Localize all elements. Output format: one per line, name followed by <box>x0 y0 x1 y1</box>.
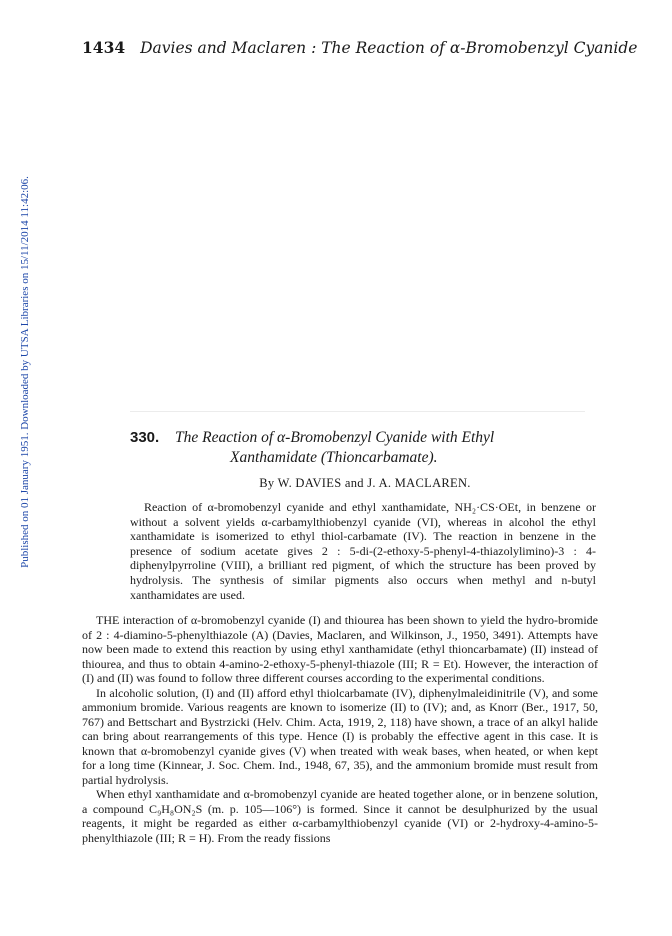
article-number: 330. <box>130 429 160 446</box>
article-abstract <box>130 500 596 602</box>
download-notice-sidebar <box>0 0 31 620</box>
body-paragraph-2: In alcoholic solution, (I) and (II) afford ethyl thiolcarbamate (IV), diphenylmaleidinitrile (V), and some ammonium bromide. Various reagents are known to isomerize (II) to (IV); and, as Knorr (Ber., 1917, 50, 767) and Bettschart and Bystrzicki (Helv. Chim. Acta, 1919, 2, 118) have shown, a trace of an alkyl halide can bring about rearrangements of this type. Hence (I) is probably the effective agent in this case. It is known that α-bromobenzyl cyanide gives (V) when treated with weak bases, when heated, or when kept for a long time (Kinnear, J. Soc. Chem. Ind., 1948, 67, 35), and the ammonium bromide must result from partial hydrolysis. <box>82 685 598 787</box>
article-title-line-2: Xanthamidate (Thioncarbamate). <box>230 449 438 466</box>
article-body <box>82 613 598 845</box>
download-notice-text[interactable]: Published on 01 January 1951. Downloaded by UTSA Libraries on 15/11/2014 11:42:06. <box>19 176 31 568</box>
running-title: Davies and Maclaren : The Reaction of α-Bromobenzyl Cyanide <box>140 39 638 57</box>
section-divider <box>130 411 585 412</box>
body-paragraph-3: When ethyl xanthamidate and α-bromobenzyl cyanide are heated together alone, or in benzene solution, a compound C₉H₈ON₂S (m. p. 105—106°) is formed. Since it cannot be desulphurized by the usual reagents, it might be regarded as either α-carbamylthiobenzyl cyanide (VI) or 2-hydroxy-4-amino-5-phenylthiazole (III; R = H). From the ready fissions <box>82 787 598 845</box>
article-title-line-1: The Reaction of α-Bromobenzyl Cyanide with Ethyl <box>175 429 495 446</box>
article-authors: By W. DAVIES and J. A. MACLAREN. <box>259 476 471 490</box>
body-paragraph-1: THE interaction of α-bromobenzyl cyanide (I) and thiourea has been shown to yield the hydro-bromide of 2 : 4-diamino-5-phenylthiazole (A) (Davies, Maclaren, and Wilkinson, J., 1950, 3491). Attempts have now been made to extend this reaction by using ethyl xanthamidate (ethyl thioncarbamate) (II) instead of thiourea, and thus to obtain 4-amino-2-ethoxy-5-phenyl-thiazole (III; R = Et). However, the interaction of (I) and (II) was found to follow three different courses according to the experimental conditions. <box>82 613 598 685</box>
abstract-text: Reaction of α-bromobenzyl cyanide and ethyl xanthamidate, NH₂·CS·OEt, in benzene or without a solvent yields α-carbamylthiobenzyl cyanide (VI), whereas in alcohol the ethyl xanthamidate is isomerized to ethyl thiol-carbamate (IV). The reaction in benzene in the presence of sodium acetate gives 2 : 5-di-(2-ethoxy-5-phenyl-4-thiazolylimino)-3 : 4-diphenylpyrroline (VIII), a brilliant red pigment, of which the structure has been proved by hydrolysis. The synthesis of similar pigments also occurs when methyl and n-butyl xanthamidates are used. <box>130 500 596 602</box>
running-header <box>82 38 638 57</box>
page-number: 1434 <box>82 38 126 57</box>
